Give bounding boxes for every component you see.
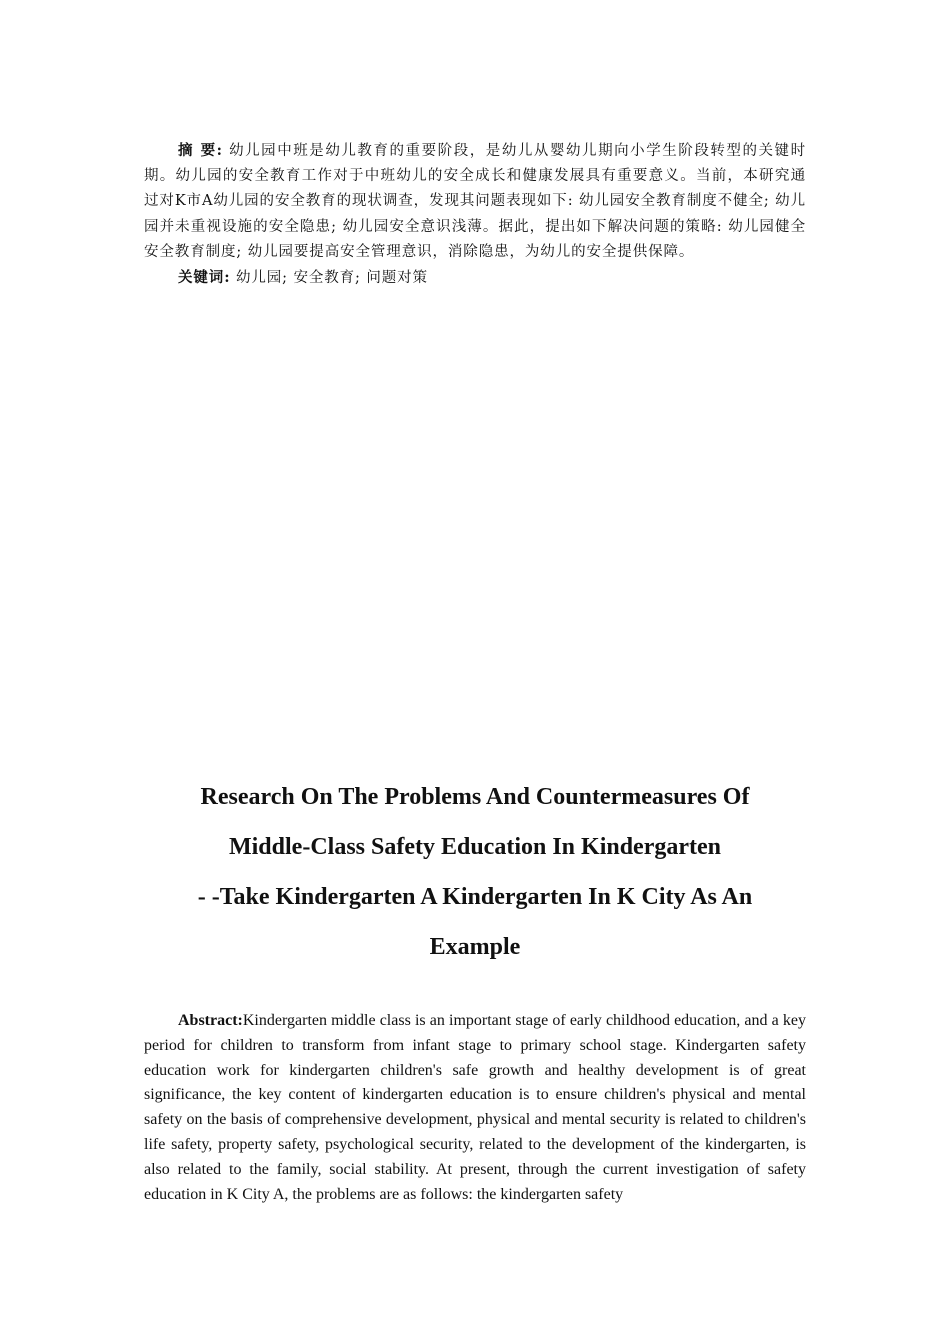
- english-abstract-label: Abstract:: [178, 1012, 243, 1029]
- english-abstract-text: Kindergarten middle class is an important stage of early childhood education, and a key period for children to transform from infant stage to primary school stage. Kindergarten safety education work for kindergarten children's safe growth and healthy development is of great significance, the key content of kindergarten education is to ensure children's physical and mental safety on the basis of comprehensive development, physical and mental security is related to children's life safety, property safety, psychological security, related to the development of the kindergarten, is also related to the family, social stability. At present, through the current investigation of safety education in K City A, the problems are as follows: the kindergarten safety: [144, 1012, 806, 1203]
- chinese-keywords-text: 幼儿园; 安全教育; 问题对策: [235, 270, 428, 287]
- english-title: [120, 772, 830, 972]
- chinese-abstract-label: 摘 要:: [178, 142, 223, 159]
- chinese-keywords-label: 关键词:: [178, 269, 231, 287]
- chinese-abstract: [144, 138, 806, 265]
- chinese-abstract-section: [144, 138, 806, 291]
- chinese-keywords: [144, 265, 806, 291]
- english-title-line: - -Take Kindergarten A Kindergarten In K City As An: [197, 884, 753, 910]
- english-title-line: Middle-Class Safety Education In Kindergarten: [228, 834, 722, 860]
- english-abstract-section: [144, 1009, 806, 1207]
- english-abstract: [144, 1009, 806, 1207]
- english-title-line: Example: [429, 934, 521, 960]
- chinese-abstract-text: 幼儿园中班是幼儿教育的重要阶段，是幼儿从婴幼儿期向小学生阶段转型的关键时期。幼儿园的安全教育工作对于中班幼儿的安全成长和健康发展具有重要意义。当前，本研究通过对K市A幼儿园的安全教育的现状调查，发现其问题表现如下: 幼儿园安全教育制度不健全; 幼儿园并未重视设施的安全隐患; 幼儿园安全意识浅薄。据此，提出如下解决问题的策略: 幼儿园健全安全教育制度; 幼儿园要提高安全管理意识，消除隐患，为幼儿的安全提供保障。: [144, 143, 806, 260]
- english-title-line: Research On The Problems And Countermeasures Of: [200, 784, 750, 810]
